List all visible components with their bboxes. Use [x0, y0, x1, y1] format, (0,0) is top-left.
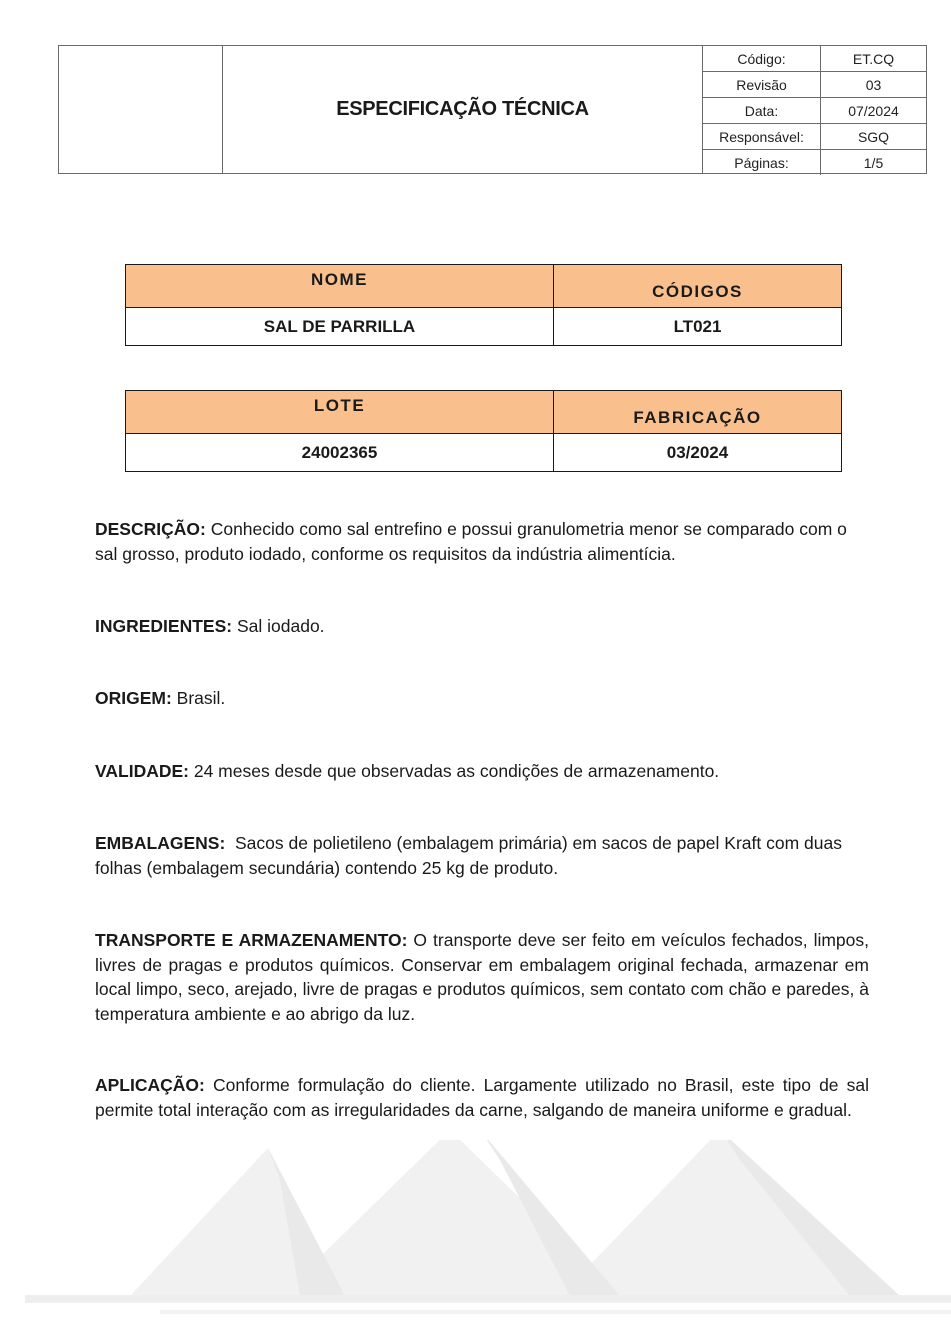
document-header	[58, 45, 927, 174]
meta-label: Código:	[703, 46, 821, 72]
section-embalagens	[95, 831, 869, 880]
ground-line	[25, 1295, 951, 1303]
meta-row-codigo	[703, 46, 926, 72]
pyramid-shapes	[130, 1140, 900, 1296]
meta-label: Páginas:	[703, 150, 821, 176]
table-row	[126, 434, 842, 472]
section-label: EMBALAGENS:	[95, 833, 226, 853]
section-validade	[95, 759, 869, 784]
header-lote: LOTE	[126, 391, 554, 434]
meta-value: 07/2024	[821, 98, 927, 124]
meta-label: Responsável:	[703, 124, 821, 150]
section-text: Sacos de polietileno (embalagem primária) em sacos de papel Kraft com duas folhas (embalagem secundária) contendo 25 kg de produto.	[95, 833, 847, 878]
meta-row-revisao	[703, 72, 926, 98]
batch-table	[125, 390, 842, 472]
ground-line-lower	[160, 1310, 951, 1314]
section-text: Brasil.	[171, 688, 226, 708]
document-meta-table	[703, 46, 926, 175]
meta-value: 1/5	[863, 154, 884, 171]
section-text: O transporte deve ser feito em veículos fechados, limpos, livres de pragas e produtos químicos. Conservar em embalagem original fechada, armazenar em local limpo, seco, arejado, livre de pragas e produtos químicos, sem contato com chão e paredes, à temperatura ambiente e ao abrigo da luz.	[95, 930, 870, 1024]
section-label: APLICAÇÃO:	[95, 1075, 205, 1095]
section-label: INGREDIENTES:	[95, 616, 233, 636]
section-text: Sal iodado.	[232, 616, 325, 636]
section-label: VALIDADE:	[95, 761, 189, 781]
section-label: DESCRIÇÃO:	[95, 519, 206, 539]
section-ingredientes	[95, 614, 869, 639]
section-descricao	[95, 517, 869, 566]
meta-label: Data:	[703, 98, 821, 124]
pyramid-watermark	[0, 1140, 951, 1327]
logo-placeholder	[59, 46, 223, 173]
header-fabricacao: FABRICAÇÃO	[554, 391, 842, 434]
table-header-row	[126, 391, 842, 434]
section-text: Conhecido como sal entrefino e possui granulometria menor se comparado com o sal grosso, produto iodado, conforme os requisitos da indústria alimentícia.	[95, 519, 847, 564]
header-codigos: CÓDIGOS	[554, 265, 842, 308]
section-aplicacao	[95, 1073, 869, 1122]
meta-value: 03	[821, 72, 927, 98]
meta-label: Revisão	[703, 72, 821, 98]
section-label: TRANSPORTE E ARMAZENAMENTO:	[95, 930, 408, 950]
section-text: Conforme formulação do cliente. Largamente utilizado no Brasil, este tipo de sal permite total interação com as irregularidades da carne, salgando de maneira uniforme e gradual.	[95, 1075, 869, 1120]
section-text: 24 meses desde que observadas as condições de armazenamento.	[188, 761, 720, 781]
table-header-row	[126, 265, 842, 308]
pyramid-small	[130, 1148, 345, 1296]
meta-row-responsavel	[703, 124, 926, 150]
meta-row-data	[703, 98, 926, 124]
section-label: ORIGEM:	[95, 688, 172, 708]
table-row	[126, 308, 842, 346]
manufacture-date: 03/2024	[554, 434, 842, 472]
pyramid-shadows	[268, 1140, 900, 1296]
batch-number: 24002365	[126, 434, 554, 472]
pyramid-middle	[280, 1140, 620, 1296]
meta-value: ET.CQ	[821, 46, 927, 72]
meta-value: SGQ	[821, 124, 927, 150]
section-transporte	[95, 928, 869, 1026]
product-code: LT021	[554, 308, 842, 346]
pyramid-right	[560, 1140, 900, 1296]
header-nome: NOME	[126, 265, 554, 308]
product-table	[125, 264, 842, 346]
meta-row-paginas	[703, 150, 926, 176]
section-origem	[95, 686, 869, 711]
document-title: ESPECIFICAÇÃO TÉCNICA	[223, 46, 703, 173]
product-name: SAL DE PARRILLA	[126, 308, 554, 346]
